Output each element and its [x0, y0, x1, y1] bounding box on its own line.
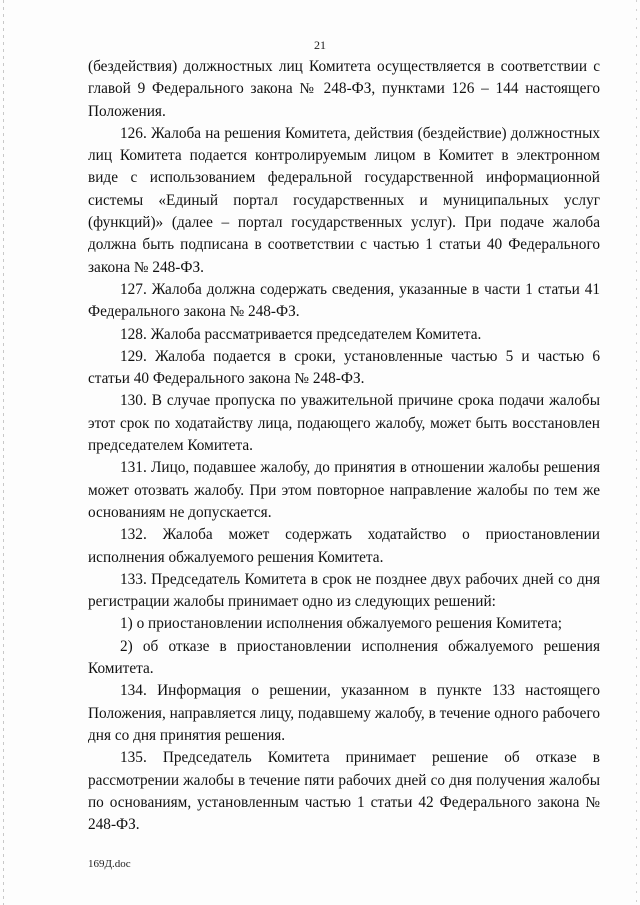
footer-filename: 169Д.doc [88, 858, 131, 870]
scan-edge-left [3, 0, 4, 905]
page-number: 21 [314, 38, 326, 52]
paragraph-continuation: (бездействия) должностных лиц Комитета осуществляется в соответствии с главой 9 Федерального закона № 248-ФЗ, пунктами 126 – 144 настоящего Положения. [88, 58, 600, 120]
paragraph-132: 132. Жалоба может содержать ходатайство о приостановлении исполнения обжалуемого решения Комитета. [88, 526, 600, 566]
paragraph-130: 130. В случае пропуска по уважительной причине срока подачи жалобы этот срок по ходатайству лица, подающего жалобу, может быть восстановлен председателем Комитета. [88, 392, 600, 455]
paragraph-131: 131. Лицо, подавшее жалобу, до принятия в отношении жалобы решения может отозвать жалобу. При этом повторное направление жалобы по тем же основаниям не допускается. [88, 459, 600, 521]
paragraph-133-item-1: 1) о приостановлении исполнения обжалуемого решения Комитета; [120, 615, 563, 633]
scan-edge-right [636, 0, 637, 905]
paragraph-133: 133. Председатель Комитета в срок не позднее двух рабочих дней со дня регистрации жалобы принимает одно из следующих решений: [88, 570, 600, 611]
paragraph-133-item-2: 2) об отказе в приостановлении исполнения обжалуемого решения Комитета. [88, 637, 600, 678]
paragraph-127: 127. Жалоба должна содержать сведения, указанные в части 1 статьи 41 Федерального закона № 248-ФЗ. [88, 280, 600, 321]
paragraph-129: 129. Жалоба подается в сроки, установленные частью 5 и частью 6 статьи 40 Федерального закона № 248-ФЗ. [88, 347, 600, 388]
paragraph-134: 134. Информация о решении, указанном в пункте 133 настоящего Положения, направляется лицу, подавшему жалобу, в течение одного рабочего дня со дня принятия решения. [88, 682, 600, 744]
paragraph-135: 135. Председатель Комитета принимает решение об отказе в рассмотрении жалобы в течение пяти рабочих дней со дня получения жалобы по основаниям, установленным частью 1 статьи 42 Федерального закона № 248-ФЗ. [88, 749, 600, 834]
paragraph-128: 128. Жалоба рассматривается председателем Комитета. [120, 325, 482, 343]
paragraph-126: 126. Жалоба на решения Комитета, действия (бездействие) должностных лиц Комитета подается контролируемым лицом в Комитет в электронном виде с использованием федеральной государственной информационной системы «Единый портал государственных и муниципальных услуг (функций)» (далее – портал государственных услуг). При подаче жалоба должна быть подписана в соответствии с частью 1 статьи 40 Федерального закона № 248-ФЗ. [88, 124, 600, 276]
document-body [88, 56, 600, 836]
